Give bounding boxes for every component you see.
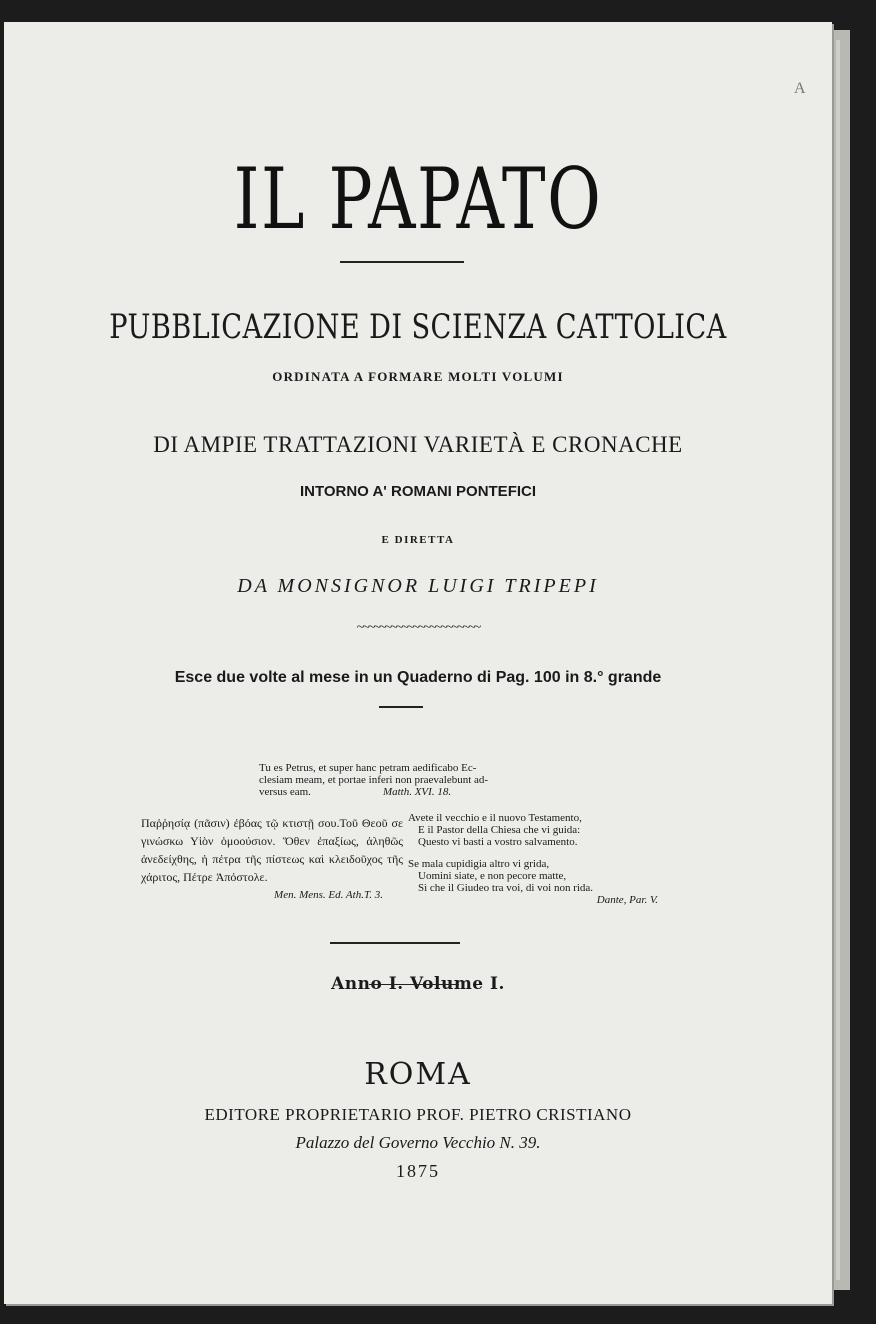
line-diretta: E DIRETTA: [381, 534, 455, 546]
epigraph-line: versus eam. Matth. XVI. 18.: [259, 786, 452, 798]
epigraph-dante: [408, 812, 662, 906]
epigraph-line: clesiam meam, et portae inferi non praevalebunt ad-: [259, 774, 489, 786]
line-ordinata: ORDINATA A FORMARE MOLTI VOLUMI: [272, 369, 564, 384]
ornament-wave: ~~~~~~~~~~~~~~~~~~~~~~: [356, 620, 480, 635]
line-ampie: DI AMPIE TRATTAZIONI VARIETÀ E CRONACHE: [153, 432, 683, 457]
section-rule: [379, 706, 423, 708]
anno-rule-top: [330, 942, 460, 944]
dante-line: Avete il vecchio e il nuovo Testamento,: [408, 812, 582, 824]
dante-line: Se mala cupidigia altro vi grida,: [408, 858, 550, 870]
line-intorno: INTORNO A' ROMANI PONTEFICI: [299, 483, 537, 500]
publisher: EDITORE PROPRIETARIO PROF. PIETRO CRISTIANO: [204, 1105, 632, 1124]
city: ROMA: [364, 1057, 472, 1092]
epigraph-greek: [141, 814, 403, 904]
epigraph-line: Tu es Petrus, et super hanc petram aedificabo Ec-: [259, 762, 477, 774]
address: Palazzo del Governo Vecchio N. 39.: [295, 1133, 541, 1152]
greek-ref: Men. Mens. Ed. Ath.T. 3.: [274, 889, 383, 901]
greek-text: Παῤῥησίᾳ (πᾶσιν) ἐβόας τῷ κτιστῇ σου.Τοῦ Θεοῦ σε γινώσκω Υἱὸν ὁμοούσιον. Ὅθεν ἐπαξίως, ἀληθῶς ἀνεδείχθης, ἡ πέτρα τῆς πίστεως καὶ κλειδοῦχος τῆς χάριτος, Πέτρε Ἀπόστολε.: [141, 816, 403, 884]
subtitle: PUBBLICAZIONE DI SCIENZA CATTOLICA: [109, 307, 727, 347]
dante-line: Sì che il Giudeo tra voi, di voi non rida.: [418, 882, 594, 894]
epigraph-latin: [259, 762, 569, 798]
anno-rule-bottom: [369, 984, 459, 985]
dante-ref: Dante, Par. V.: [596, 894, 658, 906]
main-title: IL PAPATO: [233, 150, 603, 248]
dante-line: Questo vi basti a vostro salvamento.: [418, 836, 578, 848]
year: 1875: [396, 1161, 440, 1181]
corner-mark: A: [794, 80, 806, 97]
volume-label: Anno I. Volume I.: [331, 974, 505, 994]
author-line: DA MONSIGNOR LUIGI TRIPEPI: [237, 575, 599, 597]
dante-line: E il Pastor della Chiesa che vi guida:: [418, 824, 581, 836]
page-edge: [836, 40, 840, 1280]
title-page: [4, 22, 832, 1304]
line-esce: Esce due volte al mese in un Quaderno di Pag. 100 in 8.° grande: [174, 669, 662, 686]
dante-line: Uomini siate, e non pecore matte,: [418, 870, 567, 882]
title-rule: [340, 261, 464, 263]
epigraph-ref: Matth. XVI. 18.: [382, 786, 452, 798]
